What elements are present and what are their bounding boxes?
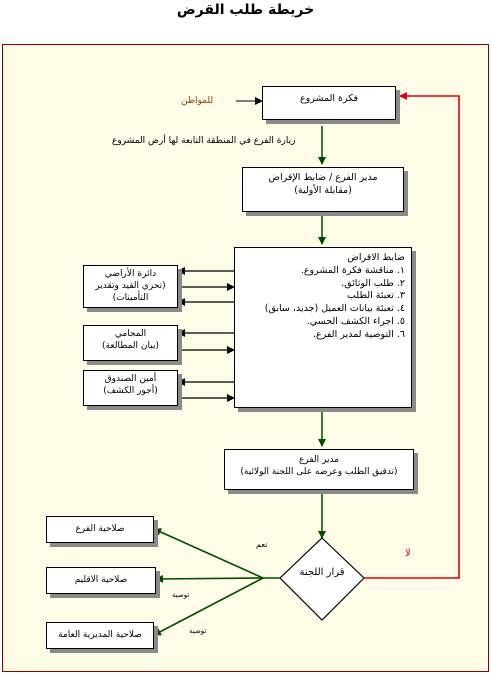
step-item: ١. مناقشة فكرة المشروع. (300, 264, 405, 276)
recommend-label-1: توصية (172, 591, 190, 599)
yes-label: نعم (256, 540, 268, 549)
land-dept-sub: (تحري القيد وتقدير التأمينات) (95, 281, 166, 304)
treasurer-title: أمين الصندوق (104, 374, 157, 384)
branch-authority-text: صلاحية الفرع (75, 524, 125, 534)
lawyer-sub: (بيان المطالعة) (102, 341, 159, 352)
manager-title: مدير الفرع / ضابط الإقراض (268, 172, 378, 183)
recommend-label-2: توصية (189, 627, 207, 635)
manager-sub: (مقابلة الأولية) (294, 184, 352, 196)
branch-review-box (224, 449, 414, 490)
citizen-label: للمواطن (181, 96, 214, 106)
loan-officer-box (234, 247, 412, 408)
step-item: ٤. تعبئة بيانات العميل (جديد، سابق) (264, 303, 405, 315)
branch-review-title: مدير الفرع (298, 455, 339, 465)
region-authority-box (46, 567, 156, 594)
arrow-decision-to-branch (154, 529, 263, 578)
treasurer-sub: (أجور الكشف) (103, 386, 158, 397)
lawyer-box (83, 325, 178, 361)
decision-text: قرار اللجنة (299, 567, 345, 578)
decision-diamond (280, 538, 364, 620)
arrow-decision-to-region (156, 578, 263, 579)
lawyer-title: المحامي (114, 329, 147, 339)
idea-box (262, 86, 396, 120)
idea-text: فكرة المشروع (299, 93, 359, 104)
step-item: ٢. طلب الوثائق. (341, 277, 405, 289)
region-authority-text: صلاحية الاقليم (74, 575, 128, 585)
hq-authority-box (46, 622, 154, 649)
no-label: لا (405, 548, 411, 559)
step-item: ٦. التوصية لمدير الفرع. (312, 328, 405, 340)
page-title: خريطة طلب القرض (176, 2, 315, 18)
step-item: ٥. اجراء الكشف الحسي. (306, 316, 405, 328)
hq-authority-text: صلاحية المديرية العامة (58, 630, 142, 640)
step-item: ٣. تعبئة الطلب (346, 290, 405, 302)
treasurer-box (83, 370, 178, 406)
loan-officer-title: ضابط الاقراض (347, 252, 405, 263)
branch-review-sub: (تدقيق الطلب وعرضه على اللجنة الولائية) (240, 467, 398, 478)
land-dept-title: دائرة الأراضي (104, 269, 157, 279)
loan-officer-steps (241, 265, 405, 342)
branch-authority-box (46, 516, 154, 543)
land-dept-box (83, 265, 178, 308)
visit-label: زيارة الفرع في المنطقة التابعة لها أرض المشروع (112, 136, 296, 146)
manager-box (242, 167, 404, 212)
arrow-decision-to-hq (154, 578, 263, 635)
